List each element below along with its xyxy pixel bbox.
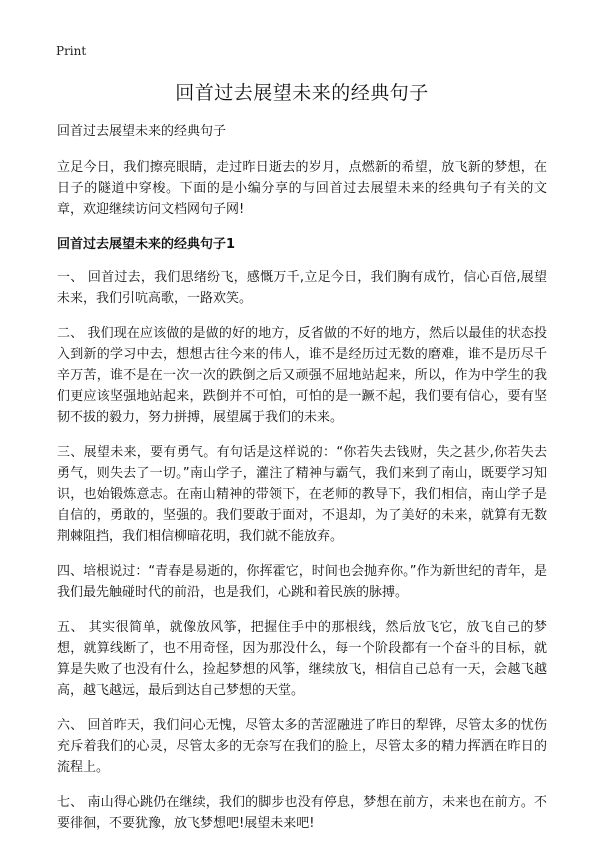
paragraph-2: 二、 我们现在应该做的是做的好的地方，反省做的不好的地方，然后以最佳的状态投入到新的学习中去，想想古往今来的伟人，谁不是经历过无数的磨难，谁不是历尽千辛万苦，谁不是在一次一次的跌倒之后又顽强不屈地站起来，所以，作为中学生的我们更应该坚强地站起来，跌倒并不可怕，可怕的是一蹶不起，我们要有信心，要有坚韧不拔的毅力，努力拼搏，展望属于我们的未来。 bbox=[57, 326, 547, 425]
section-heading: 回首过去展望未来的经典句子1 bbox=[57, 237, 236, 252]
document-page bbox=[57, 78, 547, 848]
paragraph-4: 四、培根说过：“青春是易逝的，你挥霍它，时间也会抛弃你。”作为新世纪的青年，是我们最先触碰时代的前沿，也是我们，心跳和着民族的脉搏。 bbox=[57, 564, 547, 600]
document-subtitle: 回首过去展望未来的经典句子 bbox=[57, 124, 227, 139]
paragraph-7: 七、 南山得心跳仍在继续，我们的脚步也没有停息，梦想在前方，未来也在前方。不要徘徊，不要犹豫，放飞梦想吧!展望未来吧! bbox=[57, 795, 547, 831]
paragraph-6: 六、 回首昨天，我们问心无愧，尽管太多的苦涩融进了昨日的犁铧，尽管太多的忧伤充斥着我们的心灵，尽管太多的无奈写在我们的脸上，尽管太多的精力挥洒在昨日的流程上。 bbox=[57, 718, 547, 775]
paragraph-5: 五、 其实很简单，就像放风筝，把握住手中的那根线，然后放飞它，放飞自己的梦想，就算线断了，也不用奇怪，因为那没什么，每一个阶段都有一个奋斗的目标，就算是失败了也没有什么，捡起梦想的风筝，继续放飞，相信自己总有一天，会越飞越高，越飞越远，最后到达自己梦想的天堂。 bbox=[57, 620, 547, 698]
document-title: 回首过去展望未来的经典句子 bbox=[175, 82, 429, 104]
intro-paragraph: 立足今日，我们擦亮眼睛，走过昨日逝去的岁月，点燃新的希望，放飞新的梦想，在日子的隧道中穿梭。下面的是小编分享的与回首过去展望未来的经典句子有关的文章，欢迎继续访问文档网句子网! bbox=[57, 160, 547, 217]
paragraph-3: 三、展望未来，要有勇气。有句话是这样说的：“你若失去钱财，失之甚少,你若失去勇气，则失去了一切。”南山学子，灌注了精神与霸气，我们来到了南山，既要学习知识，也始锻炼意志。在南山精神的带领下，在老师的教导下，我们相信，南山学子是自信的，勇敢的，坚强的。我们要敢于面对，不退却，为了美好的未来，就算有无数荆棘阻挡，我们相信柳暗花明，我们就不能放弃。 bbox=[57, 445, 547, 544]
print-label: Print bbox=[56, 44, 87, 58]
paragraph-1: 一、 回首过去，我们思绪纷飞，感慨万千,立足今日，我们胸有成竹，信心百倍,展望未来，我们引吭高歌，一路欢笑。 bbox=[57, 270, 547, 306]
